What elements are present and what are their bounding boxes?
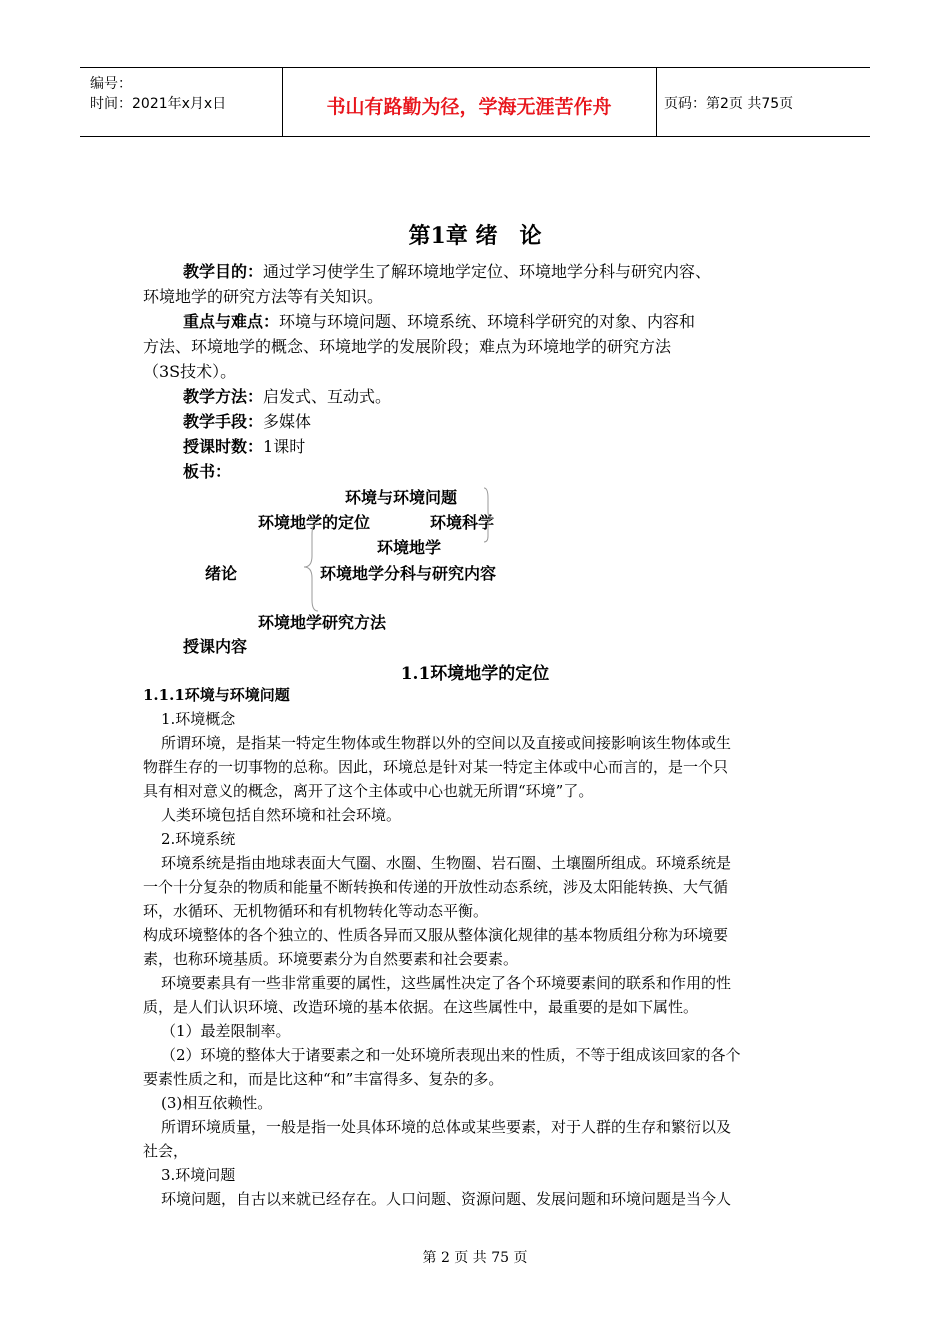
- diagram-node-methods: 环境地学研究方法: [258, 613, 387, 632]
- paragraph: （1）最差限制率。: [161, 1022, 291, 1040]
- goal-text: 通过学习使学生了解环境地学定位、环境地学分科与研究内容、: [263, 262, 712, 281]
- chapter-title: 第1章 绪 论: [408, 223, 542, 249]
- method-label: 教学方法：: [183, 387, 264, 406]
- paragraph: 构成环境整体的各个独立的、性质各异而又服从整体演化规律的基本物质组分称为环境要: [143, 926, 729, 944]
- diagram-node-intro: 绪论: [205, 564, 238, 583]
- paragraph: 所谓环境，是指某一特定生物体或生物群以外的空间以及直接或间接影响该生物体或生: [161, 734, 732, 752]
- date-label: 时间：2021年x月x日: [90, 96, 227, 112]
- paragraph: 所谓环境质量，一般是指一处具体环境的总体或某些要素，对于人群的生存和繁衍以及: [161, 1118, 732, 1136]
- key-text-2: 方法、环境地学的概念、环境地学的发展阶段；难点为环境地学的研究方法: [143, 337, 672, 356]
- paragraph: 具有相对意义的概念，离开了这个主体或中心也就无所谓“环境”了。: [143, 782, 594, 800]
- means-text: 多媒体: [263, 412, 312, 431]
- paragraph: （2）环境的整体大于诸要素之和一处环境所表现出来的性质，不等于组成该回家的各个: [161, 1046, 741, 1064]
- paragraph: 质，是人们认识环境、改造环境的基本依据。在这些属性中，最重要的是如下属性。: [143, 998, 699, 1016]
- serial-label: 编号：: [90, 76, 132, 92]
- paragraph: 一个十分复杂的物质和能量不断转换和传递的开放性动态系统，涉及太阳能转换、大气循: [143, 878, 729, 896]
- diagram-node-env-geoscience: 环境地学: [377, 538, 442, 557]
- paragraph: 1.环境概念: [161, 710, 236, 728]
- paragraph: (3)相互依赖性。: [161, 1094, 273, 1112]
- body-text: [143, 707, 808, 1211]
- goal-text-2: 环境地学的研究方法等有关知识。: [143, 287, 384, 306]
- paragraph: 素，也称环境基质。环境要素分为自然要素和社会要素。: [143, 950, 519, 968]
- header-page-info: 页码：第2页 共75页: [664, 96, 794, 112]
- paragraph: 环境系统是指由地球表面大气圈、水圈、生物圈、岩石圈、土壤圈所组成。环境系统是: [161, 854, 732, 872]
- subsection-title: 1.1.1环境与环境问题: [143, 686, 290, 704]
- key-label: 重点与难点：: [183, 312, 280, 331]
- board-label: 板书：: [183, 462, 232, 481]
- paragraph: 人类环境包括自然环境和社会环境。: [161, 806, 402, 824]
- paragraph: 社会，: [143, 1142, 189, 1160]
- paragraph: 2.环境系统: [161, 830, 236, 848]
- paragraph: 环境问题，自古以来就已经存在。人口问题、资源问题、发展问题和环境问题是当今人: [161, 1190, 732, 1208]
- means-label: 教学手段：: [183, 412, 264, 431]
- paragraph: 物群生存的一切事物的总称。因此，环境总是针对某一特定主体或中心而言的，是一个只: [143, 758, 729, 776]
- diagram-node-env-science: 环境科学: [430, 513, 495, 532]
- paragraph: 3.环境问题: [161, 1166, 236, 1184]
- key-text-3: （3S技术）。: [143, 362, 237, 381]
- method-text: 启发式、互动式。: [263, 387, 392, 406]
- hours-text: 1课时: [263, 437, 306, 456]
- paragraph: 环境要素具有一些非常重要的属性，这些属性决定了各个环境要素间的联系和作用的性: [161, 974, 732, 992]
- key-text: 环境与环境问题、环境系统、环境科学研究的对象、内容和: [279, 312, 696, 331]
- paragraph: 要素性质之和，而是比这种“和”丰富得多、复杂的多。: [143, 1070, 504, 1088]
- diagram-node-env-problem: 环境与环境问题: [345, 488, 458, 507]
- content-label: 授课内容: [183, 637, 248, 656]
- diagram-node-positioning: 环境地学的定位: [258, 513, 371, 532]
- diagram-node-branches: 环境地学分科与研究内容: [320, 564, 497, 583]
- header-motto: 书山有路勤为径，学海无涯苦作舟: [326, 96, 612, 118]
- goal-label: 教学目的：: [183, 262, 264, 281]
- hours-label: 授课时数：: [183, 437, 264, 456]
- section-title: 1.1环境地学的定位: [400, 664, 550, 684]
- page-footer: 第 2 页 共 75 页: [422, 1250, 528, 1266]
- paragraph: 环，水循环、无机物循环和有机物转化等动态平衡。: [143, 902, 489, 920]
